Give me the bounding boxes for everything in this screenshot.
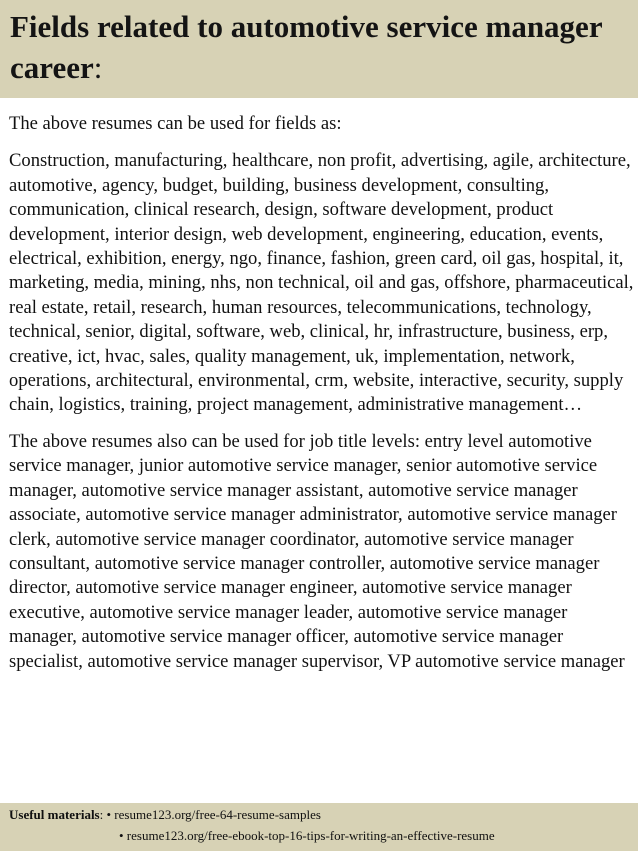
page-title-text: Fields related to automotive service manager career bbox=[10, 9, 603, 85]
main-content bbox=[9, 98, 634, 800]
header-banner bbox=[0, 0, 638, 98]
fields-list: Construction, manufacturing, healthcare, non profit, advertising, agile, architecture, automotive, agency, budget, building, business development, consulting, communication, clinical research, design, software development, product development, interior design, web development, engineering, education, events, electrical, exhibition, energy, ngo, finance, fashion, green card, oil gas, hospital, it, marketing, media, mining, nhs, non technical, oil and gas, offshore, pharmaceutical, real estate, retail, research, human resources, telecommunications, technology, technical, senior, digital, software, web, clinical, hr, infrastructure, business, erp, creative, ict, hvac, sales, quality management, uk, implementation, network, operations, architectural, environmental, crm, website, interactive, security, supply chain, logistics, training, project management, administrative management… bbox=[9, 150, 634, 416]
footer-row-1 bbox=[9, 807, 321, 823]
intro-text: The above resumes can be used for fields as: bbox=[9, 113, 342, 134]
useful-materials-colon: : bbox=[99, 807, 104, 822]
useful-materials-label: Useful materials bbox=[9, 807, 100, 822]
page-title bbox=[10, 6, 630, 88]
footer-link-ebook[interactable]: • resume123.org/free-ebook-top-16-tips-for-writing-an-effective-resume bbox=[119, 828, 495, 843]
footer-link-resume-samples[interactable]: • resume123.org/free-64-resume-samples bbox=[106, 807, 321, 822]
job-levels-text: The above resumes also can be used for job title levels: entry level automotive service manager, junior automotive service manager, senior automotive service manager, automotive service manager assistant, automotive service manager associate, automotive service manager administrator, automotive service manager clerk, automotive service manager coordinator, automotive service manager consultant, automotive service manager controller, automotive service manager director, automotive service manager engineer, automotive service manager executive, automotive service manager leader, automotive service manager manager, automotive service manager officer, automotive service manager specialist, automotive service manager supervisor, VP automotive service manager bbox=[9, 430, 625, 672]
footer-banner bbox=[0, 803, 638, 851]
page-title-colon: : bbox=[93, 50, 103, 85]
footer-row-2 bbox=[119, 828, 495, 844]
